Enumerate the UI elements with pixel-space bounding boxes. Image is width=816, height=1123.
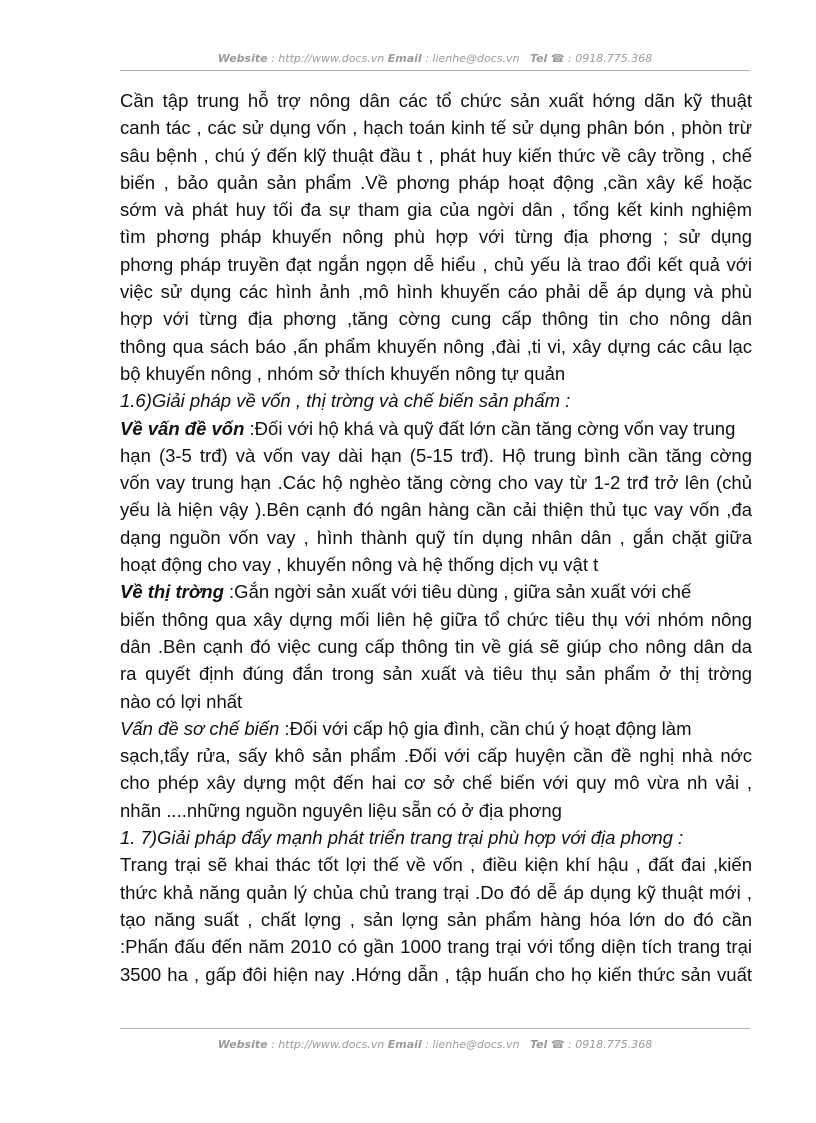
text-line: biến , bảo quản sản phẩm .Về phơng pháp hoạt động ,cần xây kế hoặc <box>120 171 752 193</box>
text-line: hạn (3-5 trđ) và vốn vay dài hạn (5-15 trđ). Hộ trung bình cần tăng cờng <box>120 444 752 466</box>
phone-icon: ☎ <box>550 1038 565 1051</box>
text-line: phơng pháp truyền đạt ngắn ngọn dễ hiểu , chủ yếu là trao đổi kết quả với <box>120 253 752 275</box>
text-line: cho phép xây dựng một đến hai cơ sở chế biến với quy mô vừa nh vải , <box>120 772 752 794</box>
text-line: nhãn ....những nguồn nguyên liệu sẵn có ở địa phơng <box>120 799 562 821</box>
text-line: nào có lợi nhất <box>120 690 243 712</box>
text-line: thông qua sách báo ,ấn phẩm khuyến nông ,đài ,ti vi, xây dựng các câu lạc <box>120 335 752 357</box>
text-line: bộ khuyến nông , nhóm sở thích khuyến nông tự quản <box>120 362 566 384</box>
footer-tel-label: Tel <box>529 1038 548 1051</box>
text-line: hoạt động cho vay , khuyến nông và hệ thống dịch vụ vật t <box>120 554 599 576</box>
text-line: :Phấn đấu đến năm 2010 có gần 1000 trang trại với tổng diện tích trang trại <box>120 936 752 958</box>
text-line: sạch,tẩy rửa, sấy khô sản phẩm .Đối với cấp huyện cần đề nghị nhà nớc <box>120 745 752 767</box>
text-line: Trang trại sẽ khai thác tốt lợi thế về vốn , điều kiện khí hậu , đất đai ,kiến <box>120 854 752 876</box>
text-line: sớm và phát huy tối đa sự tham gia của ngời dân , tổng kết kinh nghiệm <box>120 199 752 221</box>
text-line: thức khả năng quản lý chủa chủ trang trại .Do đó dễ áp dụng kỹ thuật mới , <box>120 881 752 903</box>
text-line <box>120 578 752 605</box>
text-line: tạo năng suất , chất lợng , sản lợng sản phẩm hàng hóa lớn do đó cần <box>120 908 752 930</box>
footer-rule <box>120 1028 750 1029</box>
footer-tel-value: : 0918.775.368 <box>568 1038 653 1051</box>
header-rule <box>120 70 750 71</box>
section-heading-1-7: 1. 7)Giải pháp đẩy mạnh phát triển trang trại phù hợp với địa phơng : <box>120 827 684 849</box>
text-line: yếu là hiện vậy ).Bên cạnh đó ngân hàng cần cải thiện thủ tục vay vốn ,đa <box>120 499 752 521</box>
header-website-label: Website <box>217 52 268 65</box>
header-email-value: : lienhe@docs.vn <box>425 52 520 65</box>
footer-website-label: Website <box>217 1038 268 1051</box>
subheading-thi-truong: Về thị trờng <box>120 581 224 603</box>
header-website-url: : http://www.docs.vn <box>271 52 385 65</box>
text-line: ra quyết định đúng đắn trong sản xuất và tiêu thụ sản phẩm ở thị trờng <box>120 663 752 685</box>
document-body <box>120 87 752 988</box>
subheading-von: Về vấn đề vốn <box>120 417 245 439</box>
text-run: :Đối với cấp hộ gia đình, cần chú ý hoạt động làm <box>279 717 692 739</box>
text-run: :Gắn ngời sản xuất với tiêu dùng , giữa sản xuất với chế <box>223 581 692 603</box>
header-tel-label: Tel <box>529 52 548 65</box>
text-line: hợp với từng địa phơng ,tăng cờng cung cấp thông tin cho nông dân <box>120 308 752 330</box>
text-line: vốn vay trung hạn .Các hộ nghèo tăng cờng cho vay từ 1-2 trđ trở lên (chủ <box>120 472 752 494</box>
text-line: Cần tập trung hỗ trợ nông dân các tổ chức sản xuất hớng dãn kỹ thuật <box>120 90 752 111</box>
text-line: sâu bệnh , chú ý đến klỹ thuật đầu t , phát huy kiến thức về cây trồng , chế <box>120 144 752 166</box>
text-run: :Đối với hộ khá và quỹ đất lớn cần tăng cờng vốn vay trung <box>244 417 736 439</box>
text-line: dân .Bên cạnh đó việc cung cấp thông tin về giá sẽ giúp cho nông dân da <box>120 635 752 657</box>
footer-email-label: Email <box>387 1038 422 1051</box>
text-line: việc sử dụng các hình ảnh ,mô hình khuyến cáo phải dễ áp dụng và phù <box>120 281 752 303</box>
text-line: 3500 ha , gấp đôi hiện nay .Hớng dẫn , tập huấn cho họ kiến thức sản vuất <box>120 963 752 985</box>
page-footer <box>120 1038 750 1051</box>
section-heading-1-6: 1.6)Giải pháp về vốn , thị trờng và chế biến sản phẩm : <box>120 390 571 412</box>
page-header <box>120 52 750 65</box>
text-line: canh tác , các sử dụng vốn , hạch toán kinh tế sử dụng phân bón , phòn trừ <box>120 117 752 139</box>
subheading-so-che-bien: Vấn đề sơ chế biến <box>120 717 280 739</box>
text-line: dạng nguồn vốn vay , hình thành quỹ tín dụng nhân dân , gắn chặt giữa <box>120 526 752 548</box>
text-line <box>120 715 752 742</box>
header-tel-value: : 0918.775.368 <box>568 52 653 65</box>
text-line: biến thông qua xây dựng mối liên hệ giữa tổ chức tiêu thụ với nhóm nông <box>120 608 752 630</box>
text-line <box>120 415 752 442</box>
header-email-label: Email <box>387 52 422 65</box>
footer-email-value: : lienhe@docs.vn <box>425 1038 520 1051</box>
text-line: tìm phơng pháp khuyến nông phù hợp với từng địa phơng ; sử dụng <box>120 226 752 248</box>
phone-icon: ☎ <box>550 52 565 65</box>
footer-website-url: : http://www.docs.vn <box>271 1038 385 1051</box>
